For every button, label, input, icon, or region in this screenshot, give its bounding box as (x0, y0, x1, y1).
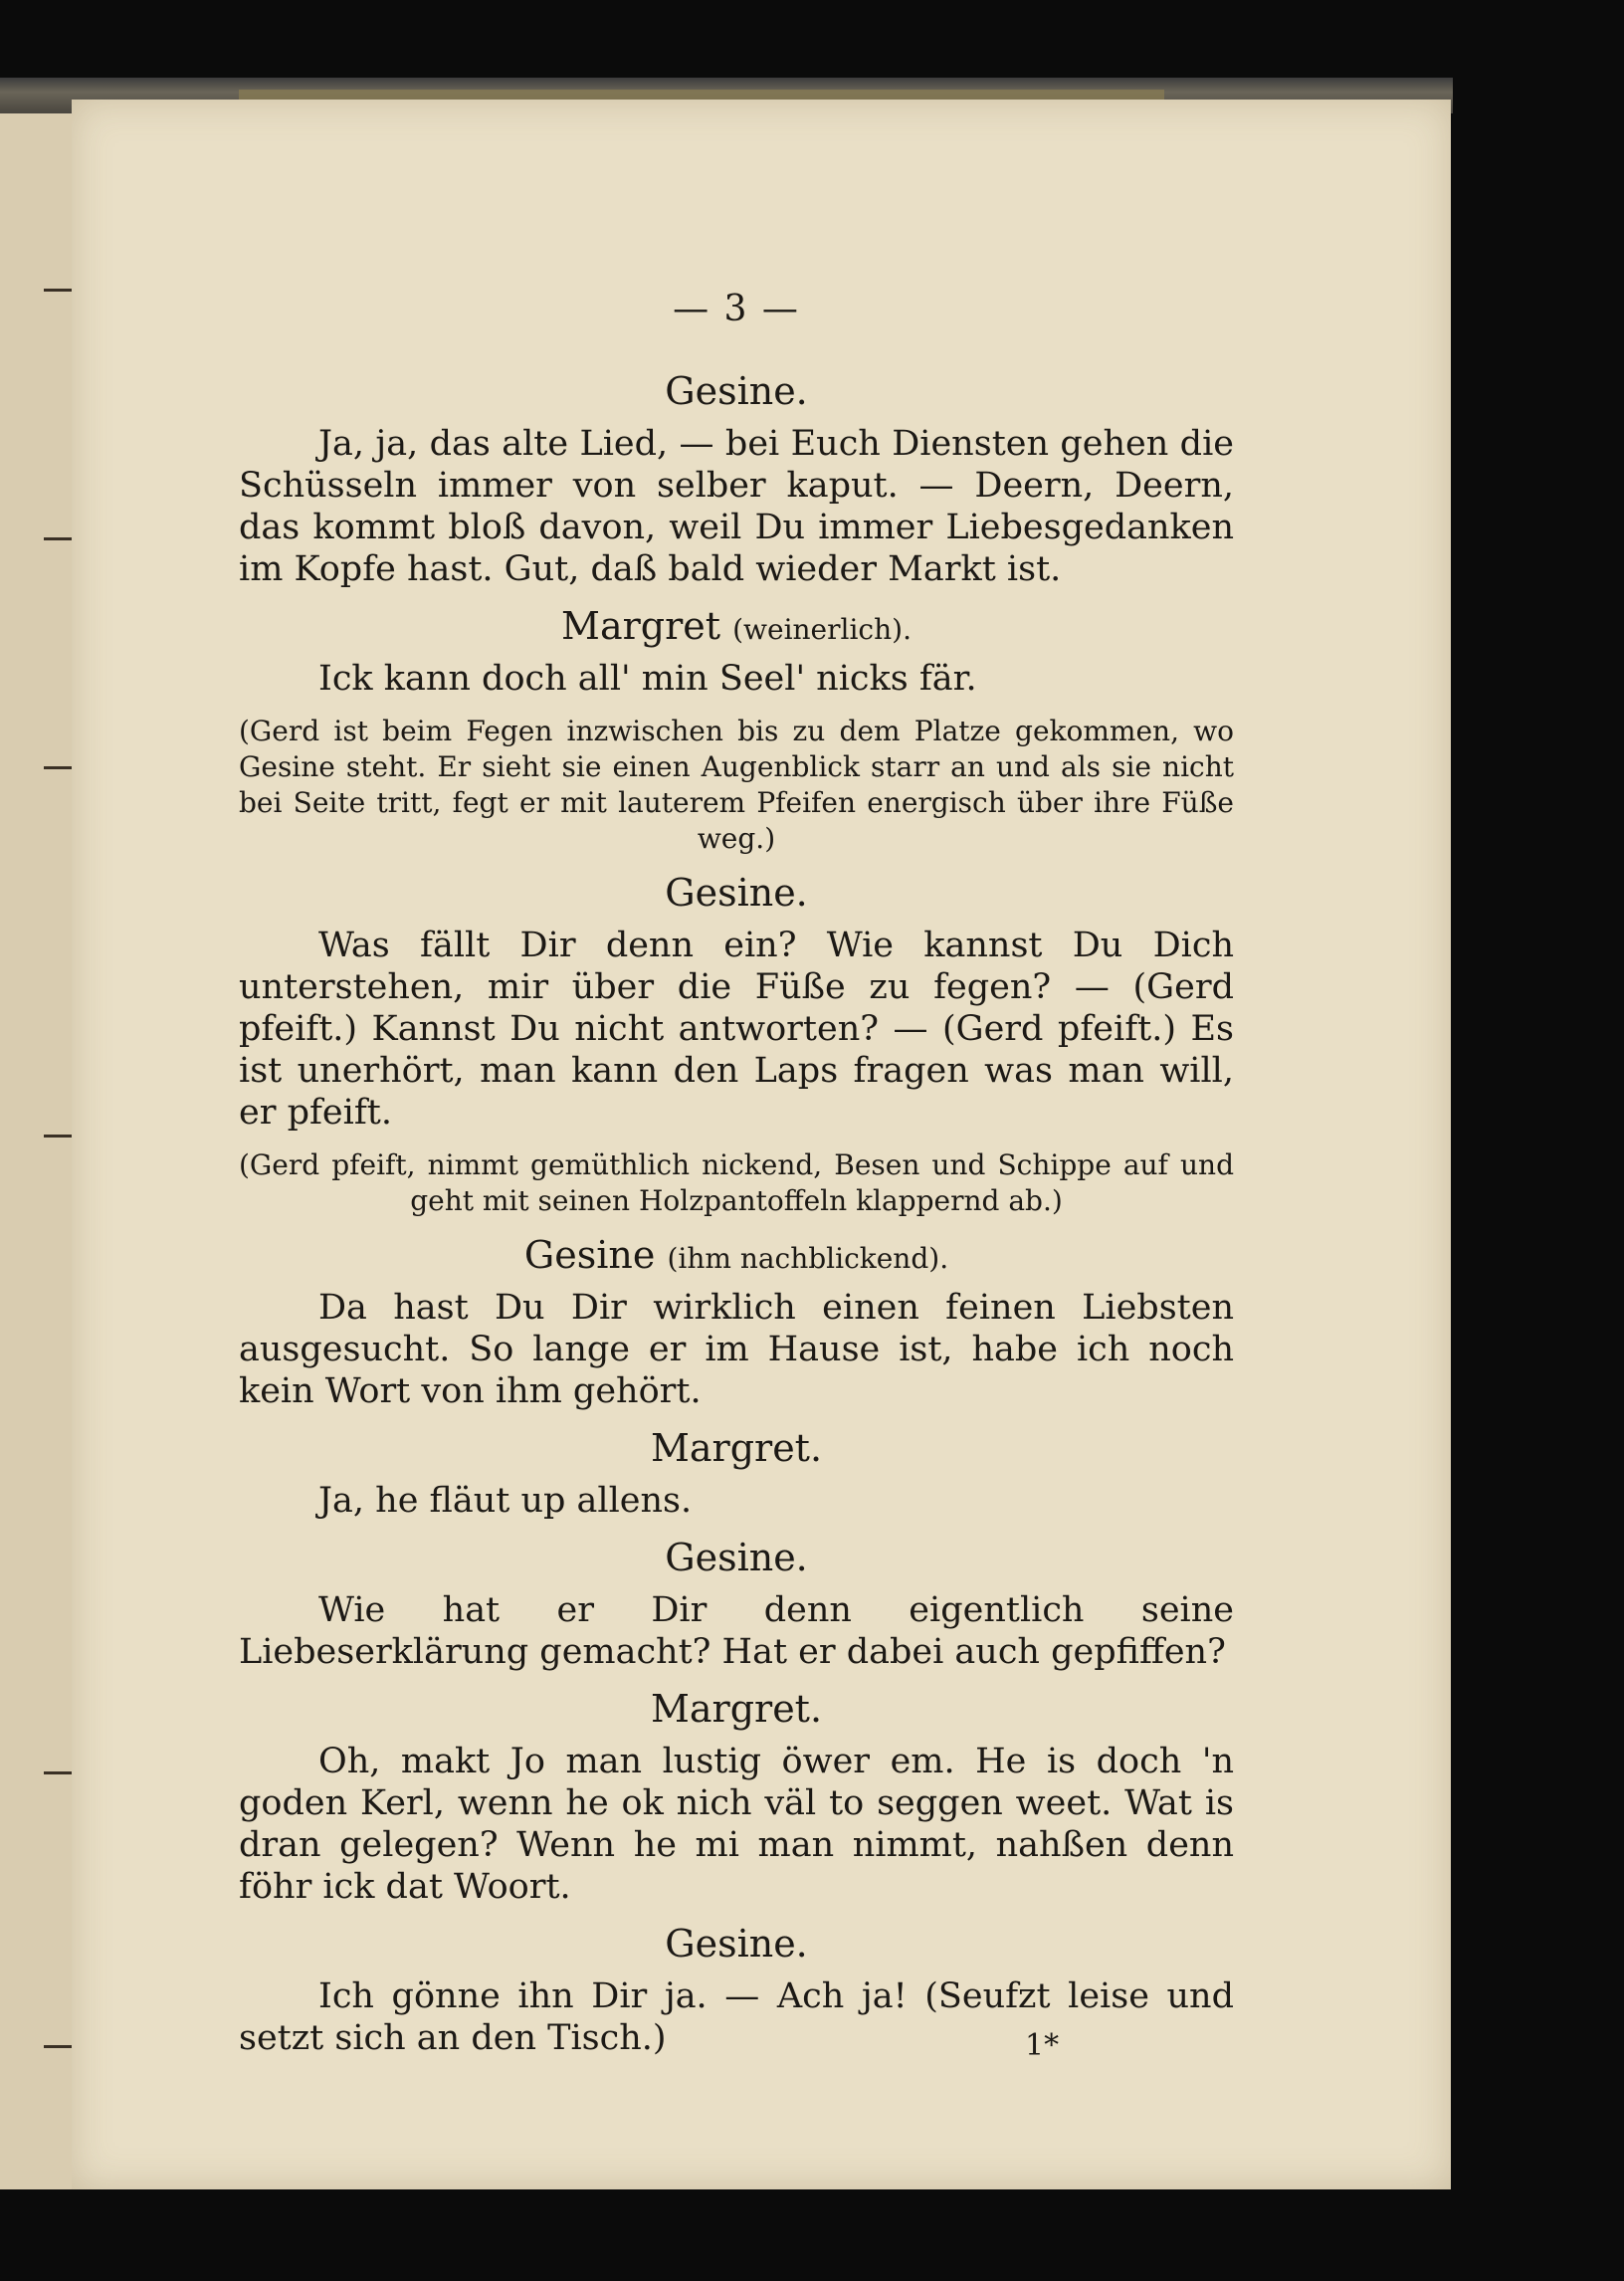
text-blocks (239, 369, 1234, 2059)
stage-direction: (Gerd pfeift, nimmt gemüthlich nickend, Besen und Schippe auf und geht mit seinen Holzpantoffeln klappernd ab.) (239, 1148, 1234, 1217)
speaker-label: Gesine. (665, 1536, 808, 1579)
page-text (239, 289, 1234, 2059)
dialogue-line: Was fällt Dir denn ein? Wie kannst Du Dich unterstehen, mir über die Füße zu fegen? — (Gerd pfeift.) Kannst Du nicht antworten? — (Gerd pfeift.) Es ist unerhört, man kann den Laps fragen was man will, er pfeift. (239, 926, 1234, 1133)
dialogue-line: Oh, makt Jo man lustig öwer em. He is doch 'n goden Kerl, wenn he ok nich väl to seggen weet. Wat is dran gelegen? Wenn he mi man nimmt, nahßen denn föhr ick dat Woort. (239, 1742, 1234, 1907)
speaker-label: Margret. (650, 1426, 823, 1470)
dialogue-line: Ja, ja, das alte Lied, — bei Euch Diensten gehen die Schüsseln immer von selber kaput. — Deern, Deern, das kommt bloß davon, weil Du immer Liebesgedanken im Kopfe hast. Gut, daß bald wieder Markt ist. (239, 424, 1234, 589)
speaker-name (239, 604, 1234, 648)
stage-direction: (Gerd ist beim Fegen inzwischen bis zu dem Platze gekommen, wo Gesine steht. Er sieht sie einen Augenblick starr an und als sie nicht bei Seite tritt, fegt er mit lauterem Pfeifen energisch über ihre Füße weg.) (239, 715, 1234, 855)
speaker-label: Margret. (650, 1687, 823, 1731)
speaker-label: Gesine. (665, 871, 808, 915)
speaker-name (239, 1536, 1234, 1579)
dialogue-line: Ich gönne ihn Dir ja. — Ach ja! (Seufzt leise und setzt sich an den Tisch.) (239, 1976, 1234, 2058)
signature-mark: 1* (1025, 2028, 1060, 2063)
speaker-name (239, 1687, 1234, 1731)
page-number: — 3 — (673, 289, 800, 329)
speaker-name (239, 1426, 1234, 1470)
dialogue-line: Ick kann doch all' min Seel' nicks fär. (318, 659, 977, 699)
speaker-label: Gesine (523, 1233, 656, 1277)
dialogue-line: Da hast Du Dir wirklich einen feinen Liebsten ausgesucht. So lange er im Hause ist, habe ich noch kein Wort von ihm gehört. (239, 1288, 1234, 1411)
dialogue-line: Wie hat er Dir denn eigentlich seine Liebeserklärung gemacht? Hat er dabei auch gepfiffen? (239, 1590, 1234, 1672)
speaker-direction: (ihm nachblickend). (667, 1242, 949, 1275)
dialogue-line: Ja, he fläut up allens. (318, 1481, 693, 1521)
speaker-name (239, 871, 1234, 915)
speaker-label: Gesine. (665, 369, 808, 413)
speaker-name (239, 1233, 1234, 1277)
speaker-name (239, 369, 1234, 413)
speaker-label: Gesine. (665, 1922, 808, 1966)
speaker-name (239, 1922, 1234, 1966)
book-spine (0, 80, 74, 2189)
speaker-direction: (weinerlich). (732, 613, 912, 646)
speaker-label: Margret (561, 604, 721, 648)
